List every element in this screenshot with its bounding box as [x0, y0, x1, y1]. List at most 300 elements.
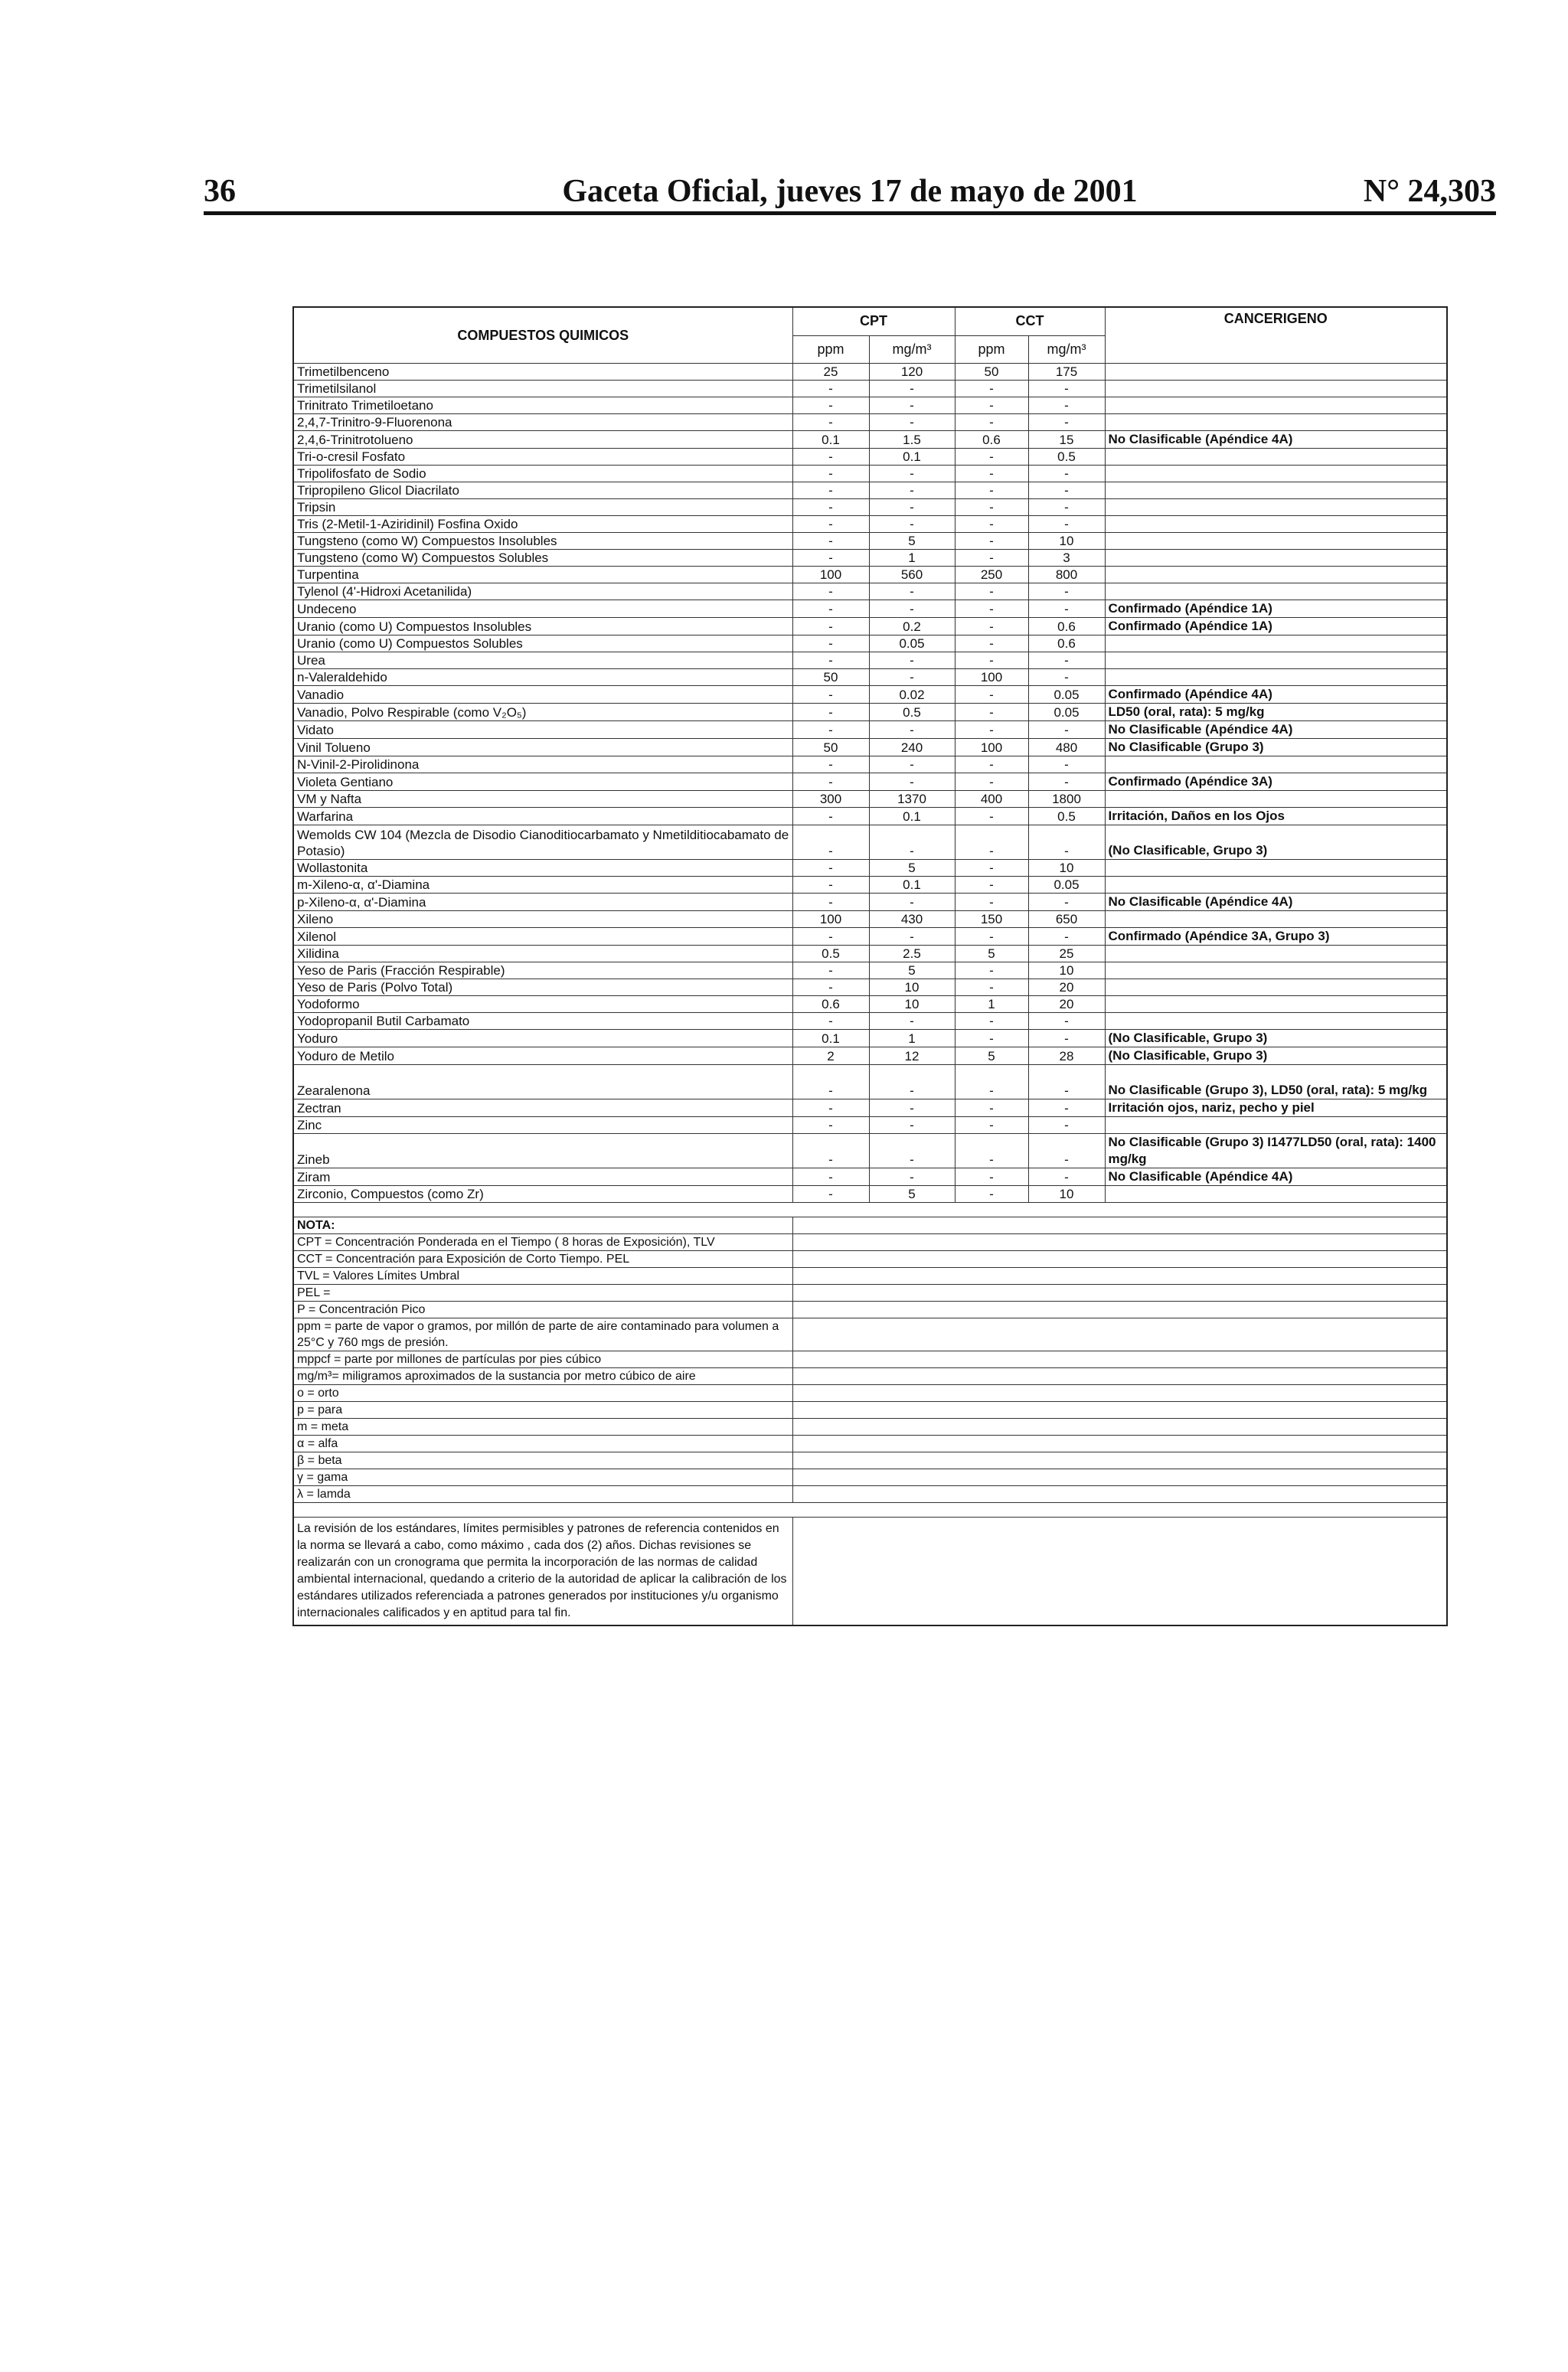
cct-ppm-value: -	[955, 721, 1028, 739]
table-row	[293, 791, 1447, 808]
header-cpt: CPT	[792, 307, 955, 335]
table-row	[293, 652, 1447, 669]
cct-ppm-value: 100	[955, 669, 1028, 686]
carcinogen-classification: No Clasificable (Grupo 3)	[1105, 739, 1447, 756]
cpt-ppm-value: -	[792, 652, 869, 669]
cpt-mgm3-value: -	[869, 516, 955, 533]
cpt-mgm3-value: -	[869, 499, 955, 516]
table-row	[293, 516, 1447, 533]
cct-mgm3-value: 15	[1028, 431, 1105, 449]
notes-title: NOTA:	[293, 1217, 792, 1234]
note-line	[293, 1452, 1447, 1469]
table-row	[293, 979, 1447, 996]
spacer-row	[293, 1203, 1447, 1217]
cct-ppm-value: -	[955, 414, 1028, 431]
gazette-title: Gaceta Oficial, jueves 17 de mayo de 2001	[562, 174, 1138, 209]
compound-name: Tris (2-Metil-1-Aziridinil) Fosfina Oxido	[293, 516, 792, 533]
cct-mgm3-value: 25	[1028, 946, 1105, 962]
table-row	[293, 449, 1447, 466]
carcinogen-classification	[1105, 449, 1447, 466]
compound-name: Violeta Gentiano	[293, 773, 792, 791]
cct-ppm-value: -	[955, 1065, 1028, 1099]
table-row	[293, 825, 1447, 860]
cct-ppm-value: -	[955, 618, 1028, 635]
cct-ppm-value: -	[955, 979, 1028, 996]
compound-name: Zearalenona	[293, 1065, 792, 1099]
table-row	[293, 618, 1447, 635]
cpt-ppm-value: 50	[792, 739, 869, 756]
note-line	[293, 1469, 1447, 1486]
cpt-mgm3-value: -	[869, 756, 955, 773]
cct-ppm-value: -	[955, 1168, 1028, 1186]
cpt-ppm-value: -	[792, 550, 869, 567]
cpt-ppm-value: -	[792, 773, 869, 791]
cpt-ppm-value: -	[792, 414, 869, 431]
revision-paragraph-row	[293, 1518, 1447, 1626]
carcinogen-classification	[1105, 979, 1447, 996]
carcinogen-classification: No Clasificable (Apéndice 4A)	[1105, 1168, 1447, 1186]
header-cct: CCT	[955, 307, 1105, 335]
header-rule	[204, 211, 1496, 215]
carcinogen-classification: Confirmado (Apéndice 3A, Grupo 3)	[1105, 928, 1447, 946]
cpt-ppm-value: -	[792, 1065, 869, 1099]
cct-ppm-value: -	[955, 499, 1028, 516]
cct-ppm-value: -	[955, 686, 1028, 704]
cpt-mgm3-value: -	[869, 894, 955, 911]
table-row	[293, 911, 1447, 928]
table-row	[293, 773, 1447, 791]
compound-name: Yeso de Paris (Fracción Respirable)	[293, 962, 792, 979]
table-row	[293, 583, 1447, 600]
table-row	[293, 894, 1447, 911]
cpt-ppm-value: 25	[792, 364, 869, 381]
compound-name: Tripropileno Glicol Diacrilato	[293, 482, 792, 499]
cpt-ppm-value: -	[792, 516, 869, 533]
compound-name: Yodoformo	[293, 996, 792, 1013]
cct-mgm3-value: -	[1028, 466, 1105, 482]
cct-ppm-value: -	[955, 652, 1028, 669]
table-row	[293, 962, 1447, 979]
table-row	[293, 860, 1447, 877]
cpt-mgm3-value: 10	[869, 979, 955, 996]
cpt-mgm3-value: 0.1	[869, 449, 955, 466]
note-text: p = para	[293, 1402, 792, 1419]
cct-ppm-value: -	[955, 704, 1028, 721]
carcinogen-classification: Irritación ojos, nariz, pecho y piel	[1105, 1099, 1447, 1117]
cpt-ppm-value: -	[792, 381, 869, 397]
compound-name: Zirconio, Compuestos (como Zr)	[293, 1186, 792, 1203]
header-cpt-mgm3: mg/m³	[869, 335, 955, 363]
cct-mgm3-value: 10	[1028, 1186, 1105, 1203]
cpt-ppm-value: -	[792, 482, 869, 499]
compound-name: 2,4,7-Trinitro-9-Fluorenona	[293, 414, 792, 431]
carcinogen-classification	[1105, 533, 1447, 550]
compound-name: Turpentina	[293, 567, 792, 583]
cpt-mgm3-value: 5	[869, 533, 955, 550]
carcinogen-classification: No Clasificable (Grupo 3), LD50 (oral, rata): 5 mg/kg	[1105, 1065, 1447, 1099]
cpt-mgm3-value: 5	[869, 962, 955, 979]
compound-name: Tripsin	[293, 499, 792, 516]
carcinogen-classification	[1105, 911, 1447, 928]
note-text: mg/m³= miligramos aproximados de la sustancia por metro cúbico de aire	[293, 1368, 792, 1385]
cct-ppm-value: -	[955, 773, 1028, 791]
table-row	[293, 1134, 1447, 1168]
note-text: o = orto	[293, 1385, 792, 1402]
cct-mgm3-value: -	[1028, 600, 1105, 618]
table-row	[293, 499, 1447, 516]
cpt-ppm-value: -	[792, 894, 869, 911]
cpt-ppm-value: 0.1	[792, 1030, 869, 1047]
carcinogen-classification: Confirmado (Apéndice 1A)	[1105, 600, 1447, 618]
cct-mgm3-value: -	[1028, 1065, 1105, 1099]
compound-name: Vanadio	[293, 686, 792, 704]
compound-name: Warfarina	[293, 808, 792, 825]
carcinogen-classification	[1105, 466, 1447, 482]
carcinogen-classification: (No Clasificable, Grupo 3)	[1105, 1047, 1447, 1065]
note-text: ppm = parte de vapor o gramos, por millón de parte de aire contaminado para volumen a 25°C y 760 mgs de presión.	[293, 1318, 792, 1351]
carcinogen-classification	[1105, 567, 1447, 583]
cpt-ppm-value: -	[792, 877, 869, 894]
cct-mgm3-value: 0.5	[1028, 808, 1105, 825]
cct-ppm-value: -	[955, 1134, 1028, 1168]
cct-ppm-value: -	[955, 533, 1028, 550]
carcinogen-classification	[1105, 550, 1447, 567]
cct-ppm-value: -	[955, 516, 1028, 533]
note-line	[293, 1368, 1447, 1385]
note-line	[293, 1251, 1447, 1268]
compound-name: Wollastonita	[293, 860, 792, 877]
note-line	[293, 1351, 1447, 1368]
cct-mgm3-value: -	[1028, 1013, 1105, 1030]
compound-name: Trimetilbenceno	[293, 364, 792, 381]
note-line	[293, 1436, 1447, 1452]
cpt-mgm3-value: 5	[869, 1186, 955, 1203]
note-text: TVL = Valores Límites Umbral	[293, 1268, 792, 1285]
cct-ppm-value: -	[955, 1099, 1028, 1117]
carcinogen-classification: No Clasificable (Apéndice 4A)	[1105, 431, 1447, 449]
table-row	[293, 1117, 1447, 1134]
carcinogen-classification	[1105, 482, 1447, 499]
carcinogen-classification	[1105, 1117, 1447, 1134]
table-row	[293, 739, 1447, 756]
page-header	[204, 167, 1496, 214]
compound-name: Vinil Tolueno	[293, 739, 792, 756]
cct-mgm3-value: -	[1028, 516, 1105, 533]
note-line	[293, 1285, 1447, 1302]
cpt-mgm3-value: 0.5	[869, 704, 955, 721]
spacer-row	[293, 1503, 1447, 1518]
cpt-ppm-value: -	[792, 1134, 869, 1168]
notes-section	[293, 1203, 1447, 1626]
compound-name: Trimetilsilanol	[293, 381, 792, 397]
carcinogen-classification	[1105, 946, 1447, 962]
cct-ppm-value: -	[955, 756, 1028, 773]
compound-name: Uranio (como U) Compuestos Solubles	[293, 635, 792, 652]
cpt-mgm3-value: 430	[869, 911, 955, 928]
cpt-ppm-value: -	[792, 808, 869, 825]
cpt-ppm-value: 300	[792, 791, 869, 808]
cct-mgm3-value: -	[1028, 669, 1105, 686]
cpt-mgm3-value: 1	[869, 550, 955, 567]
cct-mgm3-value: 480	[1028, 739, 1105, 756]
compound-name: Tripolifosfato de Sodio	[293, 466, 792, 482]
cpt-mgm3-value: -	[869, 600, 955, 618]
cpt-mgm3-value: 0.2	[869, 618, 955, 635]
cct-mgm3-value: -	[1028, 1117, 1105, 1134]
table-row	[293, 669, 1447, 686]
cct-mgm3-value: 0.6	[1028, 635, 1105, 652]
cct-ppm-value: -	[955, 583, 1028, 600]
compound-name: Ziram	[293, 1168, 792, 1186]
cpt-ppm-value: -	[792, 533, 869, 550]
cpt-mgm3-value: -	[869, 583, 955, 600]
page-number: 36	[204, 174, 236, 209]
compound-name: Wemolds CW 104 (Mezcla de Disodio Cianoditiocarbamato y Nmetilditiocabamato de Potasio)	[293, 825, 792, 860]
table-row	[293, 1186, 1447, 1203]
cpt-mgm3-value: -	[869, 669, 955, 686]
cct-mgm3-value: -	[1028, 894, 1105, 911]
table-row	[293, 928, 1447, 946]
compound-name: Uranio (como U) Compuestos Insolubles	[293, 618, 792, 635]
cct-mgm3-value: -	[1028, 721, 1105, 739]
compound-name: Xilidina	[293, 946, 792, 962]
table-row	[293, 996, 1447, 1013]
cct-mgm3-value: -	[1028, 1134, 1105, 1168]
table-row	[293, 397, 1447, 414]
cct-mgm3-value: 0.5	[1028, 449, 1105, 466]
compound-name: Yeso de Paris (Polvo Total)	[293, 979, 792, 996]
note-line	[293, 1385, 1447, 1402]
table-row	[293, 946, 1447, 962]
cpt-mgm3-value: -	[869, 773, 955, 791]
cct-mgm3-value: 0.05	[1028, 686, 1105, 704]
cpt-mgm3-value: -	[869, 1099, 955, 1117]
cpt-mgm3-value: -	[869, 652, 955, 669]
header-cpt-ppm: ppm	[792, 335, 869, 363]
cpt-ppm-value: 0.5	[792, 946, 869, 962]
cpt-mgm3-value: 1	[869, 1030, 955, 1047]
compound-name: Urea	[293, 652, 792, 669]
cpt-mgm3-value: 2.5	[869, 946, 955, 962]
cct-ppm-value: -	[955, 808, 1028, 825]
cct-mgm3-value: -	[1028, 583, 1105, 600]
cct-ppm-value: -	[955, 381, 1028, 397]
compound-name: Tylenol (4'-Hidroxi Acetanilida)	[293, 583, 792, 600]
compound-name: Undeceno	[293, 600, 792, 618]
table-row	[293, 1065, 1447, 1099]
carcinogen-classification	[1105, 364, 1447, 381]
cpt-mgm3-value: 1.5	[869, 431, 955, 449]
cct-mgm3-value: 0.6	[1028, 618, 1105, 635]
cpt-mgm3-value: -	[869, 381, 955, 397]
cct-mgm3-value: -	[1028, 499, 1105, 516]
cpt-ppm-value: -	[792, 860, 869, 877]
cpt-mgm3-value: -	[869, 1065, 955, 1099]
carcinogen-classification: Confirmado (Apéndice 4A)	[1105, 686, 1447, 704]
issue-number: N° 24,303	[1363, 174, 1496, 209]
carcinogen-classification: No Clasificable (Apéndice 4A)	[1105, 894, 1447, 911]
cct-ppm-value: -	[955, 550, 1028, 567]
compound-name: Zinc	[293, 1117, 792, 1134]
compound-name: Tungsteno (como W) Compuestos Insolubles	[293, 533, 792, 550]
cct-ppm-value: -	[955, 482, 1028, 499]
carcinogen-classification: No Clasificable (Apéndice 4A)	[1105, 721, 1447, 739]
cct-mgm3-value: 20	[1028, 979, 1105, 996]
table-row	[293, 1047, 1447, 1065]
table-row	[293, 686, 1447, 704]
table-row	[293, 533, 1447, 550]
header-cct-ppm: ppm	[955, 335, 1028, 363]
compound-name: Yoduro	[293, 1030, 792, 1047]
compound-name: m-Xileno-α, α'-Diamina	[293, 877, 792, 894]
cpt-ppm-value: -	[792, 1099, 869, 1117]
carcinogen-classification	[1105, 414, 1447, 431]
note-line	[293, 1419, 1447, 1436]
carcinogen-classification	[1105, 499, 1447, 516]
compound-name: p-Xileno-α, α'-Diamina	[293, 894, 792, 911]
cct-ppm-value: 1	[955, 996, 1028, 1013]
cpt-ppm-value: -	[792, 704, 869, 721]
cct-mgm3-value: -	[1028, 1168, 1105, 1186]
compound-name: Vidato	[293, 721, 792, 739]
table-row	[293, 466, 1447, 482]
table-row	[293, 756, 1447, 773]
cct-mgm3-value: -	[1028, 1099, 1105, 1117]
header-compounds: COMPUESTOS QUIMICOS	[293, 307, 792, 364]
compound-name: Zectran	[293, 1099, 792, 1117]
cct-ppm-value: 100	[955, 739, 1028, 756]
cpt-ppm-value: 0.1	[792, 431, 869, 449]
carcinogen-classification	[1105, 516, 1447, 533]
cct-ppm-value: 50	[955, 364, 1028, 381]
note-line	[293, 1318, 1447, 1351]
cct-ppm-value: -	[955, 600, 1028, 618]
table-row	[293, 414, 1447, 431]
cpt-ppm-value: -	[792, 756, 869, 773]
cpt-mgm3-value: 0.1	[869, 877, 955, 894]
note-text: α = alfa	[293, 1436, 792, 1452]
table-row	[293, 721, 1447, 739]
cct-mgm3-value: 10	[1028, 860, 1105, 877]
cct-mgm3-value: 20	[1028, 996, 1105, 1013]
table-row	[293, 550, 1447, 567]
cct-mgm3-value: -	[1028, 414, 1105, 431]
note-line	[293, 1234, 1447, 1251]
cpt-mgm3-value: -	[869, 1134, 955, 1168]
carcinogen-classification	[1105, 1186, 1447, 1203]
cpt-ppm-value: -	[792, 979, 869, 996]
cpt-ppm-value: -	[792, 928, 869, 946]
table-row	[293, 1013, 1447, 1030]
table-row	[293, 1099, 1447, 1117]
cpt-ppm-value: -	[792, 962, 869, 979]
cpt-mgm3-value: -	[869, 1117, 955, 1134]
carcinogen-classification: Irritación, Daños en los Ojos	[1105, 808, 1447, 825]
carcinogen-classification: No Clasificable (Grupo 3) I1477LD50 (oral, rata): 1400 mg/kg	[1105, 1134, 1447, 1168]
carcinogen-classification	[1105, 669, 1447, 686]
cct-ppm-value: -	[955, 894, 1028, 911]
chemical-limits-table	[292, 306, 1448, 1626]
cct-mgm3-value: 1800	[1028, 791, 1105, 808]
compound-name: Yoduro de Metilo	[293, 1047, 792, 1065]
cct-mgm3-value: -	[1028, 825, 1105, 860]
cpt-ppm-value: -	[792, 635, 869, 652]
cct-ppm-value: -	[955, 928, 1028, 946]
cpt-ppm-value: -	[792, 618, 869, 635]
cct-ppm-value: -	[955, 1186, 1028, 1203]
cct-mgm3-value: 800	[1028, 567, 1105, 583]
carcinogen-classification: LD50 (oral, rata): 5 mg/kg	[1105, 704, 1447, 721]
cct-mgm3-value: 175	[1028, 364, 1105, 381]
note-text: γ = gama	[293, 1469, 792, 1486]
cpt-ppm-value: 0.6	[792, 996, 869, 1013]
table-row	[293, 567, 1447, 583]
cct-ppm-value: -	[955, 635, 1028, 652]
cct-mgm3-value: -	[1028, 756, 1105, 773]
cpt-mgm3-value: -	[869, 1013, 955, 1030]
compound-name: Xilenol	[293, 928, 792, 946]
table-body	[293, 364, 1447, 1203]
carcinogen-classification: (No Clasificable, Grupo 3)	[1105, 825, 1447, 860]
cpt-ppm-value: -	[792, 686, 869, 704]
table-row	[293, 431, 1447, 449]
carcinogen-classification	[1105, 962, 1447, 979]
table-row	[293, 482, 1447, 499]
carcinogen-classification: Confirmado (Apéndice 1A)	[1105, 618, 1447, 635]
cpt-ppm-value: 2	[792, 1047, 869, 1065]
table-row	[293, 808, 1447, 825]
cct-ppm-value: 0.6	[955, 431, 1028, 449]
compound-name: Tungsteno (como W) Compuestos Solubles	[293, 550, 792, 567]
carcinogen-classification	[1105, 583, 1447, 600]
note-text: λ = lamda	[293, 1486, 792, 1503]
carcinogen-classification	[1105, 756, 1447, 773]
note-text: CPT = Concentración Ponderada en el Tiempo ( 8 horas de Exposición), TLV	[293, 1234, 792, 1251]
cpt-ppm-value: -	[792, 449, 869, 466]
cpt-mgm3-value: 0.05	[869, 635, 955, 652]
cpt-mgm3-value: 0.02	[869, 686, 955, 704]
cct-ppm-value: 150	[955, 911, 1028, 928]
carcinogen-classification	[1105, 397, 1447, 414]
cct-ppm-value: -	[955, 825, 1028, 860]
note-line	[293, 1268, 1447, 1285]
cpt-ppm-value: 50	[792, 669, 869, 686]
cct-ppm-value: 5	[955, 946, 1028, 962]
carcinogen-classification	[1105, 652, 1447, 669]
note-text: CCT = Concentración para Exposición de Corto Tiempo. PEL	[293, 1251, 792, 1268]
cct-mgm3-value: 10	[1028, 962, 1105, 979]
cpt-ppm-value: -	[792, 721, 869, 739]
table-row	[293, 877, 1447, 894]
cpt-mgm3-value: 560	[869, 567, 955, 583]
cct-mgm3-value: -	[1028, 482, 1105, 499]
cpt-mgm3-value: 240	[869, 739, 955, 756]
cct-mgm3-value: 28	[1028, 1047, 1105, 1065]
cpt-mgm3-value: 12	[869, 1047, 955, 1065]
cct-mgm3-value: -	[1028, 652, 1105, 669]
revision-paragraph: La revisión de los estándares, límites permisibles y patrones de referencia contenidos en la norma se llevará a cabo, como máximo , cada dos (2) años. Dichas revisiones se realizarán con un cronograma que permita la incorporación de las normas de calidad ambiental internacional, quedando a criterio de la autoridad de aplicar la calibración de los estándares utilizados referenciada a patrones generados por instituciones y/u organismo internacionales calificados y en aptitud para tal fin.	[293, 1518, 792, 1626]
note-line	[293, 1302, 1447, 1318]
header-cct-mgm3: mg/m³	[1028, 335, 1105, 363]
compound-name: Trinitrato Trimetiloetano	[293, 397, 792, 414]
cpt-mgm3-value: 5	[869, 860, 955, 877]
cpt-mgm3-value: 0.1	[869, 808, 955, 825]
carcinogen-classification: (No Clasificable, Grupo 3)	[1105, 1030, 1447, 1047]
table-row	[293, 704, 1447, 721]
cpt-ppm-value: -	[792, 825, 869, 860]
note-text: P = Concentración Pico	[293, 1302, 792, 1318]
cpt-ppm-value: -	[792, 583, 869, 600]
